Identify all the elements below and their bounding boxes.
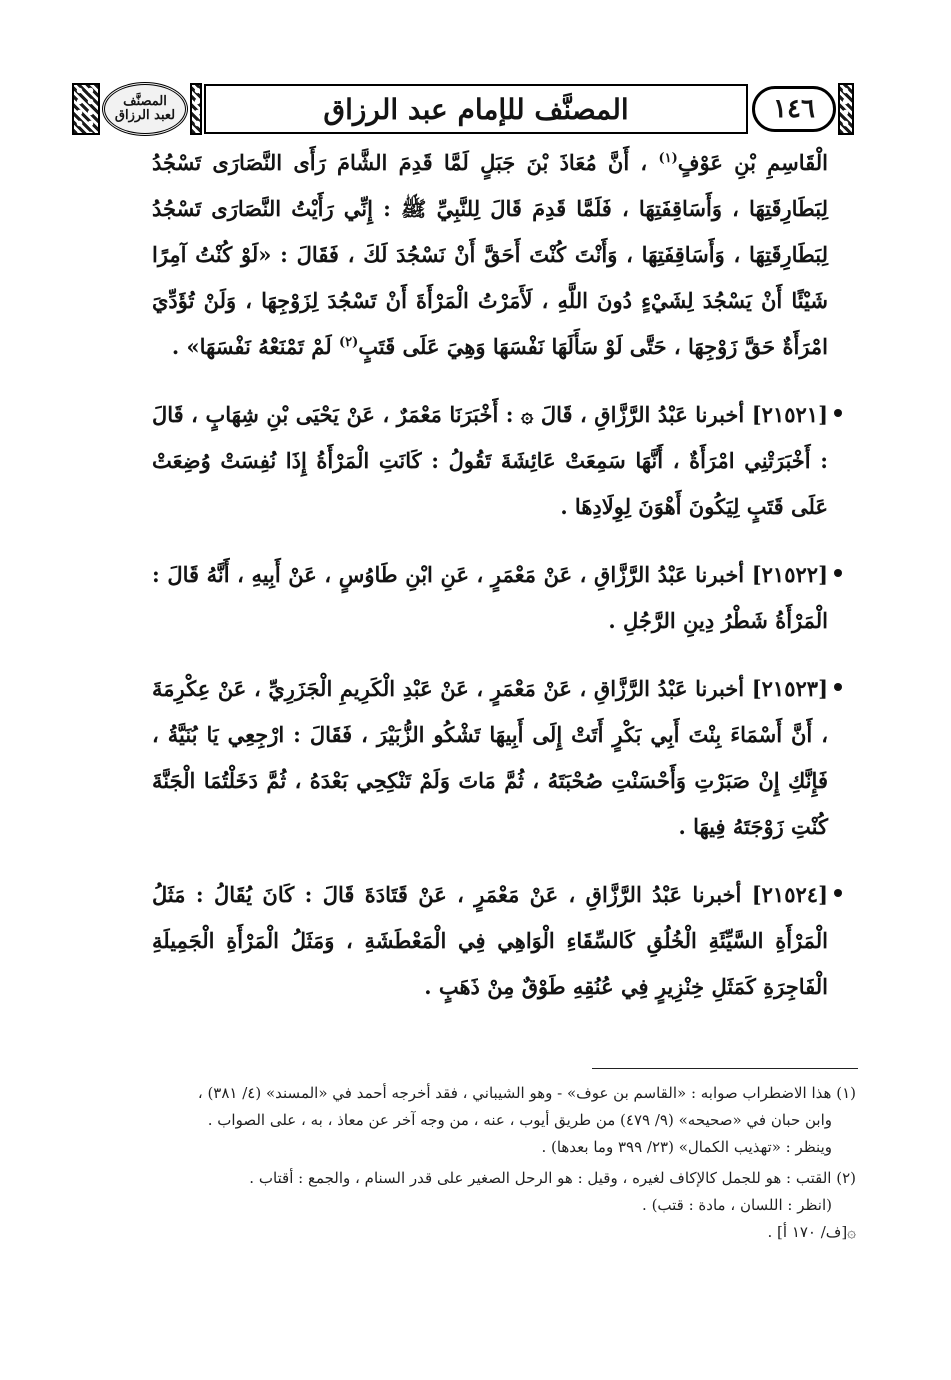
footnote-2 bbox=[150, 1165, 856, 1246]
intro-paragraph bbox=[152, 140, 828, 370]
ornament-border-left bbox=[72, 83, 100, 135]
hadith-text: أخبرنا عَبْدُ الرَّزَّاقِ ، عَنْ مَعْمَرٍ ، عَنْ قَتَادَةَ قَالَ : كَانَ يُقَالُ : مَثَلُ الْمَرْأَةِ السَّيِّئَةِ الْخُلُقِ كَالسِّقَاءِ الْوَاهِي فِي الْمَعْطَشَةِ ، وَمَثَلُ الْمَرْأَةِ الْجَمِيلَةِ الْفَاجِرَةِ كَمَثَلِ خِنْزِيرٍ فِي عُنُقِهِ طَوْقٌ مِنْ ذَهَبٍ . bbox=[152, 882, 828, 999]
hadith-entry bbox=[152, 872, 828, 1010]
hadith-text: أخبرنا عَبْدُ الرَّزَّاقِ ، عَنْ مَعْمَرٍ ، عَنْ عَبْدِ الْكَرِيمِ الْجَزَرِيِّ ، عَنْ عِكْرِمَةَ ، أَنَّ أَسْمَاءَ بِنْتَ أَبِي بَكْرٍ أَتَتْ إِلَى أَبِيهَا تَشْكُو الزُّبَيْرَ ، فَقَالَ : ارْجِعِي يَا بُنَيَّةُ ، فَإِنَّكِ إِنْ صَبَرْتِ وَأَحْسَنْتِ صُحْبَتَهُ ، ثُمَّ مَاتَ وَلَمْ تَنْكِحِي بَعْدَهُ ، ثُمَّ دَخَلْتُمَا الْجَنَّةَ كُنْتِ زَوْجَتَهُ فِيهَا . bbox=[152, 676, 828, 839]
footnote-line: (١) هذا الاضطراب صوابه : «القاسم بن عوف» - وهو الشيباني ، فقد أخرجه أحمد في «المسند» (٤/ ٣٨١) ، bbox=[197, 1084, 856, 1102]
folio-marker: ۞[ف/ ١٧٠ أ] . bbox=[767, 1223, 856, 1241]
page-header bbox=[72, 80, 854, 138]
hadith-number: [٢١٥٢٤] bbox=[751, 882, 828, 907]
footnotes bbox=[150, 1080, 856, 1250]
hadith-text: أخبرنا عَبْدُ الرَّزَّاقِ ، قَالَ ۞ : أَخْبَرَنَا مَعْمَرٌ ، عَنْ يَحْيَى بْنِ شِهَابٍ ، قَالَ : أَخْبَرَتْنِي امْرَأَةٌ ، أَنَّهَا سَمِعَتْ عَائِشَةَ تَقُولُ : كَانَتِ الْمَرْأَةُ إِذَا نُفِسَتْ وُضِعَتْ عَلَى قَتَبٍ لِيَكُونَ أَهْوَنَ لِوِلَادِهَا . bbox=[152, 402, 828, 519]
main-text bbox=[152, 140, 828, 1032]
footnote-ref-2: (٢) bbox=[338, 335, 359, 350]
footnote-line: (انظر : اللسان ، مادة : قتب) . bbox=[642, 1196, 832, 1214]
intro-text-1: الْقَاسِمِ بْنِ عَوْفٍ bbox=[677, 150, 828, 175]
hadith-entry bbox=[152, 552, 828, 644]
footnote-line: (٢) القتب : هو للجمل كالإكاف لغيره ، وقيل : هو الرحل الصغير على قدر السنام ، والجمع : أقتاب . bbox=[249, 1169, 856, 1187]
bullet-dot-icon bbox=[834, 889, 842, 897]
bullet-dot-icon bbox=[834, 409, 842, 417]
footnote-1 bbox=[150, 1080, 856, 1161]
ornament-border-right bbox=[838, 83, 854, 135]
footnote-ref-1: (١) bbox=[658, 151, 678, 166]
page-number: ١٤٦ bbox=[752, 86, 836, 132]
ornament-border-middle bbox=[190, 83, 202, 135]
bullet-dot-icon bbox=[834, 569, 842, 577]
seal-line-1: المصنَّف bbox=[123, 94, 167, 110]
seal-line-2: لعبد الرزاق bbox=[114, 108, 176, 123]
hadith-number: [٢١٥٢٢] bbox=[751, 562, 828, 587]
intro-text-3: لَمْ تَمْنَعْهُ نَفْسَهَا» . bbox=[171, 334, 332, 359]
footnote-line: وابن حبان في «صحيحه» (٩/ ٤٧٩) من طريق أيوب ، عنه ، من وجه آخر عن معاذ ، به ، على الصواب . bbox=[207, 1111, 832, 1129]
footnote-divider bbox=[592, 1068, 858, 1069]
hadith-text: أخبرنا عَبْدُ الرَّزَّاقِ ، عَنْ مَعْمَرٍ ، عَنِ ابْنِ طَاوُسٍ ، عَنْ أَبِيهِ ، أَنَّهُ قَالَ : الْمَرْأَةُ شَطْرُ دِينِ الرَّجُلِ . bbox=[152, 562, 828, 633]
bullet-dot-icon bbox=[834, 683, 842, 691]
hadith-number: [٢١٥٢٣] bbox=[751, 676, 828, 701]
hadith-number: [٢١٥٢١] bbox=[751, 402, 829, 427]
running-title: المصنَّف للإمام عبد الرزاق bbox=[204, 84, 748, 134]
intro-text-2: ، أَنَّ مُعَاذَ بْنَ جَبَلٍ لَمَّا قَدِمَ الشَّامَ رَأَى النَّصَارَى تَسْجُدُ لِبَطَارِقَتِهَا ، وَأَسَاقِفَتِهَا ، فَلَمَّا قَدِمَ قَالَ لِلنَّبِيِّ ﷺ : إِنِّي رَأَيْتُ النَّصَارَى تَسْجُدُ لِبَطَارِقَتِهَا ، وَأَسَاقِفَتِهَا ، وَأَنْتَ كُنْتَ أَحَقَّ أَنْ نَسْجُدَ لَكَ ، فَقَالَ : «لَوْ كُنْتُ آمِرًا شَيْئًا أَنْ يَسْجُدَ لِشَيْءٍ دُونَ اللَّهِ ، لَأَمَرْتُ الْمَرْأَةَ أَنْ تَسْجُدَ لِزَوْجِهَا ، وَلَنْ تُؤَدِّيَ امْرَأَةٌ حَقَّ زَوْجِهَا ، حَتَّى لَوْ سَأَلَهَا نَفْسَهَا وَهِيَ عَلَى قَتَبٍ bbox=[152, 150, 828, 359]
hadith-entry bbox=[152, 392, 828, 530]
book-seal-logo bbox=[102, 82, 188, 136]
footnote-line: وينظر : «تهذيب الكمال» (٢٣/ ٣٩٩ وما بعدها) . bbox=[541, 1138, 832, 1156]
hadith-entry bbox=[152, 666, 828, 850]
